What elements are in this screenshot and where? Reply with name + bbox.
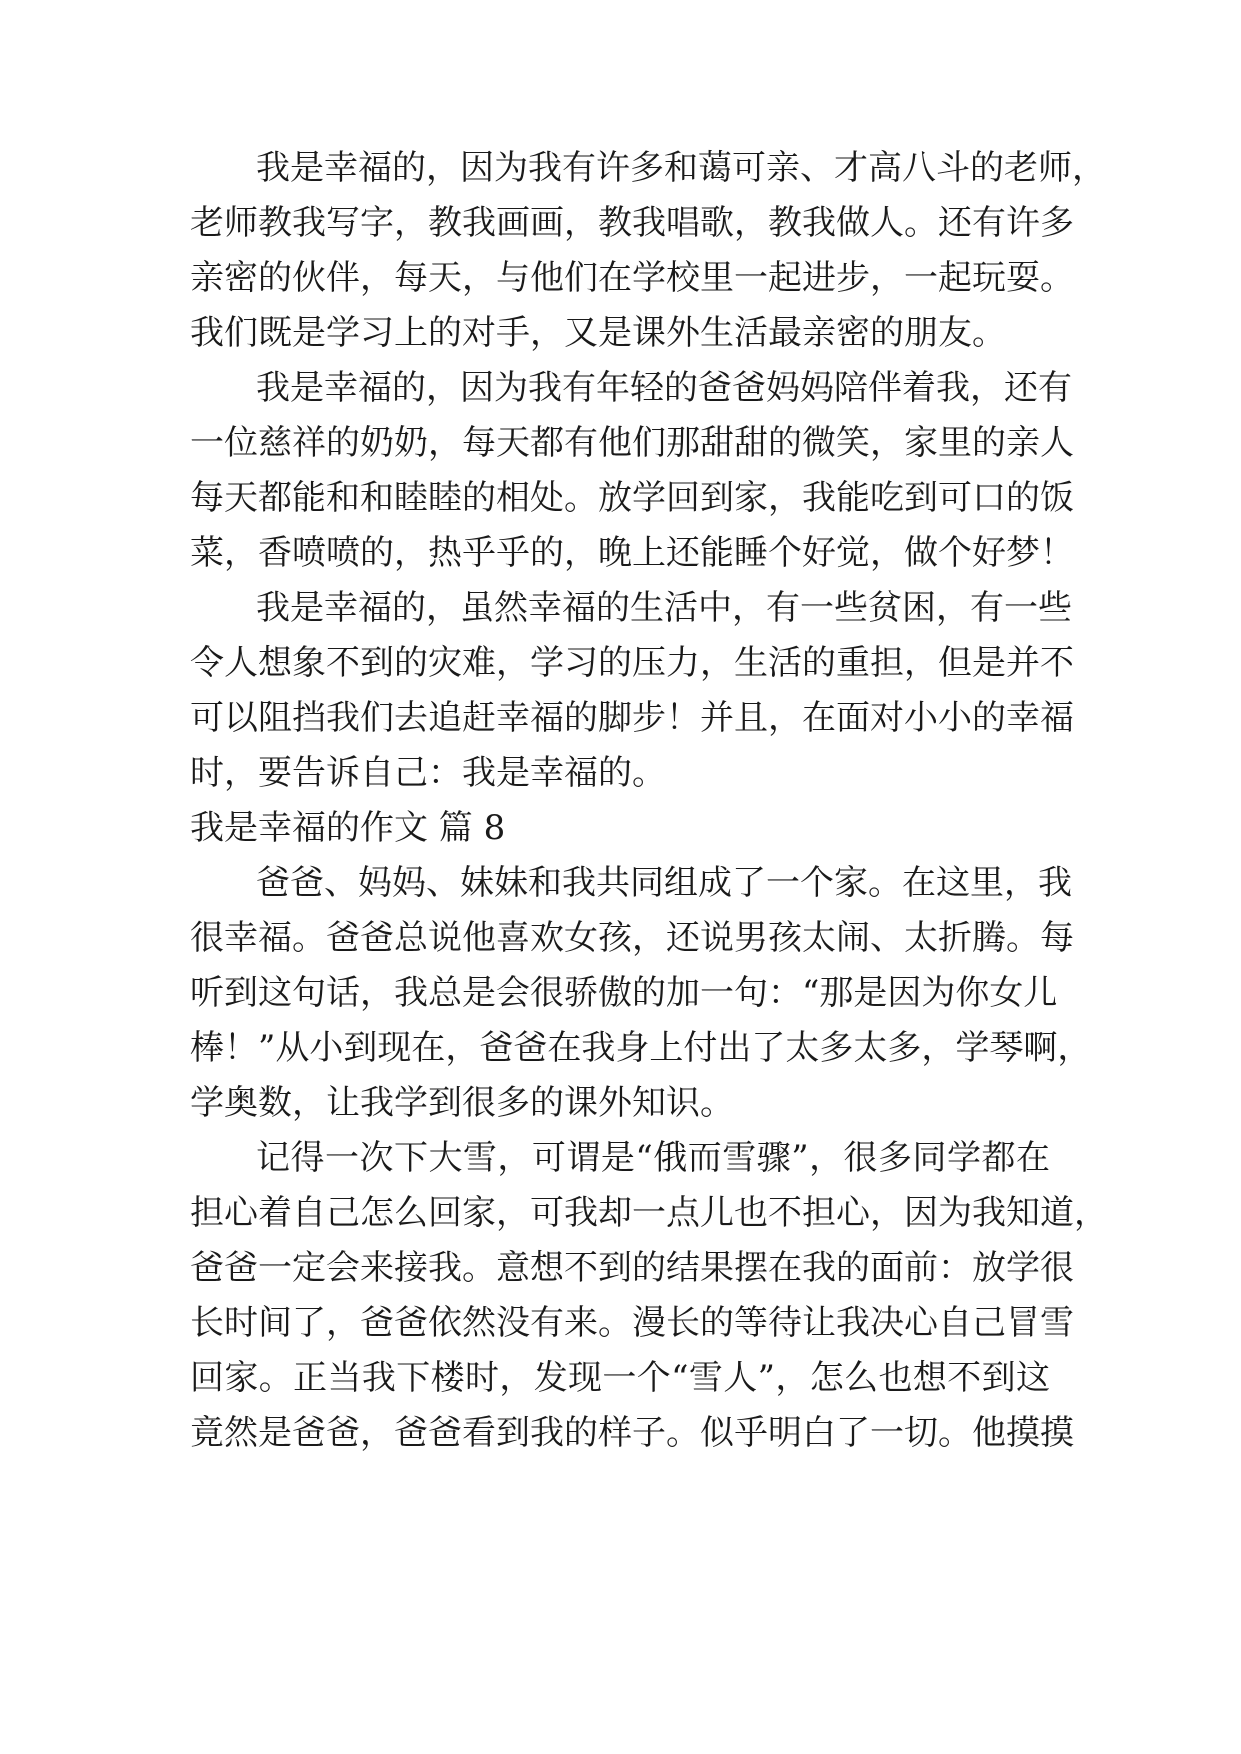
paragraph-line: 竟然是爸爸，爸爸看到我的样子。似乎明白了一切。他摸摸 <box>190 1413 1074 1453</box>
paragraph-line: 我是幸福的，因为我有许多和蔼可亲、才高八斗的老师， <box>256 148 1106 188</box>
paragraph-line: 爸爸一定会来接我。意想不到的结果摆在我的面前：放学很 <box>190 1248 1074 1288</box>
paragraph-line: 亲密的伙伴，每天，与他们在学校里一起进步，一起玩耍。 <box>190 258 1074 298</box>
paragraph-line: 回家。正当我下楼时，发现一个“雪人”，怎么也想不到这 <box>190 1358 1050 1398</box>
paragraph-line: 学奥数，让我学到很多的课外知识。 <box>190 1083 734 1123</box>
paragraph-line: 听到这句话，我总是会很骄傲的加一句：“那是因为你女儿 <box>190 973 1058 1013</box>
paragraph-line: 爸爸、妈妈、妹妹和我共同组成了一个家。在这里，我 <box>256 863 1072 903</box>
paragraph-line: 我是幸福的，虽然幸福的生活中，有一些贫困，有一些 <box>256 588 1072 628</box>
paragraph-line: 记得一次下大雪，可谓是“俄而雪骤”，很多同学都在 <box>256 1138 1050 1178</box>
paragraph-line: 棒！”从小到现在，爸爸在我身上付出了太多太多，学琴啊， <box>190 1028 1092 1068</box>
section-heading: 我是幸福的作文 篇 8 <box>190 808 506 848</box>
paragraph-line: 老师教我写字，教我画画，教我唱歌，教我做人。还有许多 <box>190 203 1074 243</box>
paragraph-line: 长时间了，爸爸依然没有来。漫长的等待让我决心自己冒雪 <box>190 1303 1074 1343</box>
paragraph-line: 很幸福。爸爸总说他喜欢女孩，还说男孩太闹、太折腾。每 <box>190 918 1074 958</box>
paragraph-line: 担心着自己怎么回家，可我却一点儿也不担心，因为我知道， <box>190 1193 1108 1233</box>
paragraph-line: 菜，香喷喷的，热乎乎的，晚上还能睡个好觉，做个好梦！ <box>190 533 1074 573</box>
paragraph-line: 一位慈祥的奶奶，每天都有他们那甜甜的微笑，家里的亲人 <box>190 423 1074 463</box>
paragraph-line: 令人想象不到的灾难，学习的压力，生活的重担，但是并不 <box>190 643 1074 683</box>
paragraph-line: 我们既是学习上的对手，又是课外生活最亲密的朋友。 <box>190 313 1006 353</box>
paragraph-line: 可以阻挡我们去追赶幸福的脚步！并且，在面对小小的幸福 <box>190 698 1074 738</box>
paragraph-line: 时，要告诉自己：我是幸福的。 <box>190 753 666 793</box>
paragraph-line: 每天都能和和睦睦的相处。放学回到家，我能吃到可口的饭 <box>190 478 1074 518</box>
paragraph-line: 我是幸福的，因为我有年轻的爸爸妈妈陪伴着我，还有 <box>256 368 1072 408</box>
